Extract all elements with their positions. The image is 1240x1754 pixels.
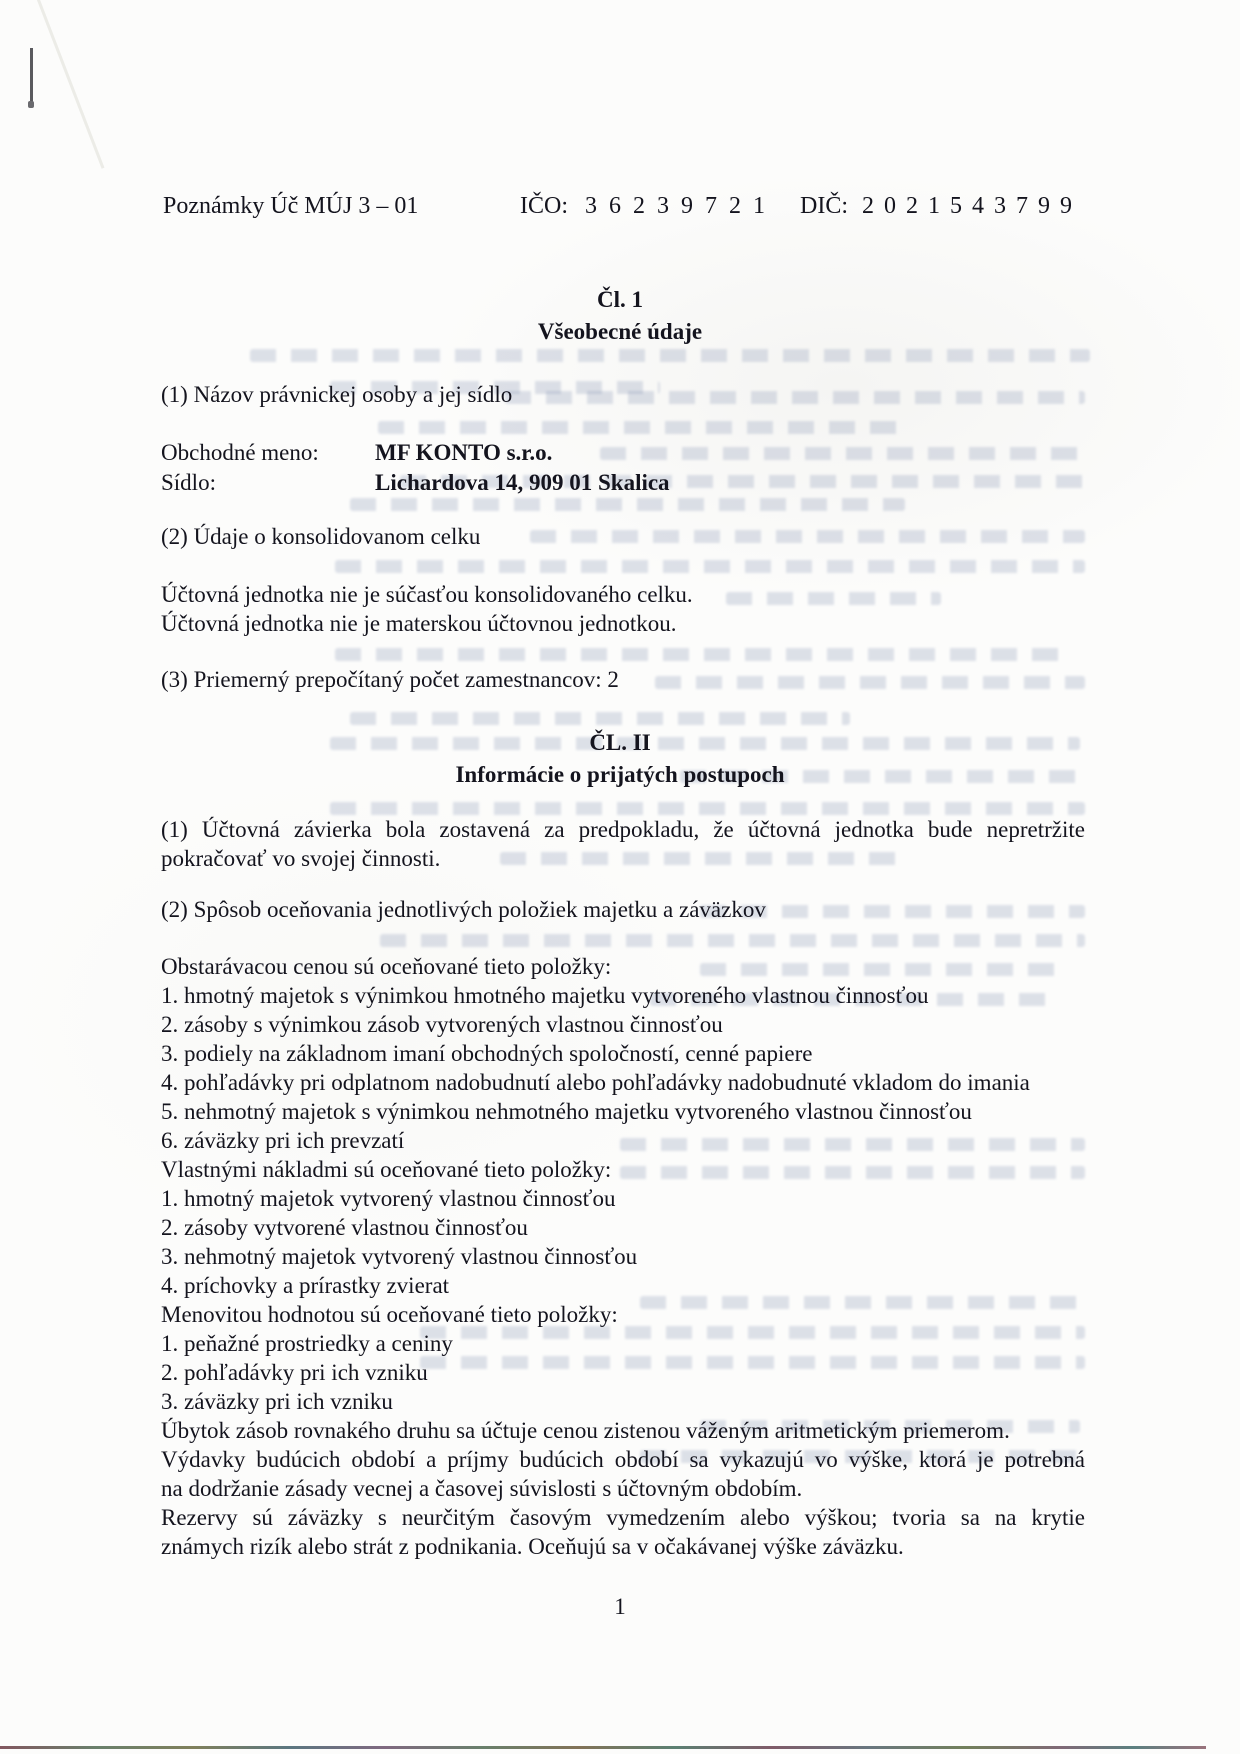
bleed-through-line [350,498,905,511]
bleed-through-line [250,349,1090,362]
text-line: Úbytok zásob rovnakého druhu sa účtuje cenou zistenou váženým aritmetickým priemerom. [161,1418,1010,1443]
text-line: 3. záväzky pri ich vzniku [161,1389,393,1414]
company-name-value: MF KONTO s.r.o. [375,440,553,465]
text-line: 2. zásoby s výnimkou zásob vytvorených vlastnou činnosťou [161,1012,723,1037]
article1-subtitle: Všeobecné údaje [537,319,703,344]
article1-title: Čl. 1 [597,287,643,312]
text-line: Účtovná jednotka nie je materskou účtovnou jednotkou. [161,611,677,636]
text-line: (1) Účtovná závierka bola zostavená za predpokladu, že účtovná jednotka bude nepretržite [161,817,1085,842]
text-line: Menovitou hodnotou sú oceňované tieto položky: [161,1302,618,1327]
text-line: Výdavky budúcich období a príjmy budúcich období sa vykazujú vo výške, ktorá je potrebná [161,1447,1085,1472]
text-line: 2. pohľadávky pri ich vzniku [161,1360,428,1385]
going-concern-paragraph [161,815,1085,873]
scanner-edge-artifact [0,1746,1206,1749]
scan-mark-dot [28,101,34,108]
bleed-through-line [600,447,1085,460]
ico-label: IČO: [520,193,568,219]
bleed-through-line [380,934,1085,947]
article2-title: ČL. II [589,730,651,755]
valuation-section-heading: (2) Spôsob oceňovania jednotlivých položiek majetku a záväzkov [161,897,766,922]
text-line: 3. nehmotný majetok vytvorený vlastnou činnosťou [161,1244,638,1269]
bleed-through-line [335,560,1085,573]
section3-heading: (3) Priemerný prepočítaný počet zamestnancov: 2 [161,667,619,692]
article2-subtitle: Informácie o prijatých postupoch [455,762,785,787]
text-line: 4. príchovky a prírastky zvierat [161,1273,450,1298]
section1-heading: (1) Názov právnickej osoby a jej sídlo [161,382,513,407]
bleed-through-line [378,421,908,434]
text-line: 4. pohľadávky pri odplatnom nadobudnutí alebo pohľadávky nadobudnuté vkladom do imania [161,1070,1030,1095]
section2-heading: (2) Údaje o konsolidovanom celku [161,524,481,549]
bleed-through-line [505,391,1085,404]
dic-value: 2 0 2 1 5 4 3 7 9 9 [862,193,1074,219]
bleed-through-line [335,648,1060,661]
bleed-through-line [350,712,850,725]
text-line: Obstarávacou cenou sú oceňované tieto položky: [161,954,612,979]
text-line: na dodržanie zásady vecnej a časovej súvislosti s účtovným obdobím. [161,1476,803,1501]
company-name-label: Obchodné meno: [161,440,319,465]
text-line: 2. zásoby vytvorené vlastnou činnosťou [161,1215,528,1240]
bleed-through-line [530,530,1085,543]
text-line: 1. peňažné prostriedky a ceniny [161,1331,453,1356]
text-line: Vlastnými nákladmi sú oceňované tieto položky: [161,1157,612,1182]
company-seat-label: Sídlo: [161,470,216,495]
text-line: pokračovať vo svojej činnosti. [161,846,441,871]
text-line: 5. nehmotný majetok s výnimkou nehmotného majetku vytvoreného vlastnou činnosťou [161,1099,972,1124]
text-line: 1. hmotný majetok s výnimkou hmotného majetku vytvoreného vlastnou činnosťou [161,983,929,1008]
text-line: 3. podiely na základnom imaní obchodných spoločností, cenné papiere [161,1041,813,1066]
form-id-label: Poznámky Úč MÚJ 3 – 01 [163,193,419,219]
page-corner-crease [30,0,104,169]
consolidation-text-block [161,580,1085,638]
company-seat-value: Lichardova 14, 909 01 Skalica [375,470,670,495]
text-line: známych rizík alebo strát z podnikania. Oceňujú sa v očakávanej výške záväzku. [161,1534,904,1559]
ico-value: 3 6 2 3 9 7 2 1 [585,193,768,219]
valuation-text-block [161,952,1085,1561]
text-line: Rezervy sú záväzky s neurčitým časovým vymedzením alebo výškou; tvoria sa na krytie [161,1505,1085,1530]
scan-mark-line [30,48,33,105]
bleed-through-line [330,802,1085,815]
text-line: Účtovná jednotka nie je súčasťou konsolidovaného celku. [161,582,693,607]
text-line: 1. hmotný majetok vytvorený vlastnou činnosťou [161,1186,616,1211]
text-line: 6. záväzky pri ich prevzatí [161,1128,405,1153]
bleed-through-line [655,676,1085,689]
page-number: 1 [614,1594,626,1619]
dic-label: DIČ: [800,193,848,219]
